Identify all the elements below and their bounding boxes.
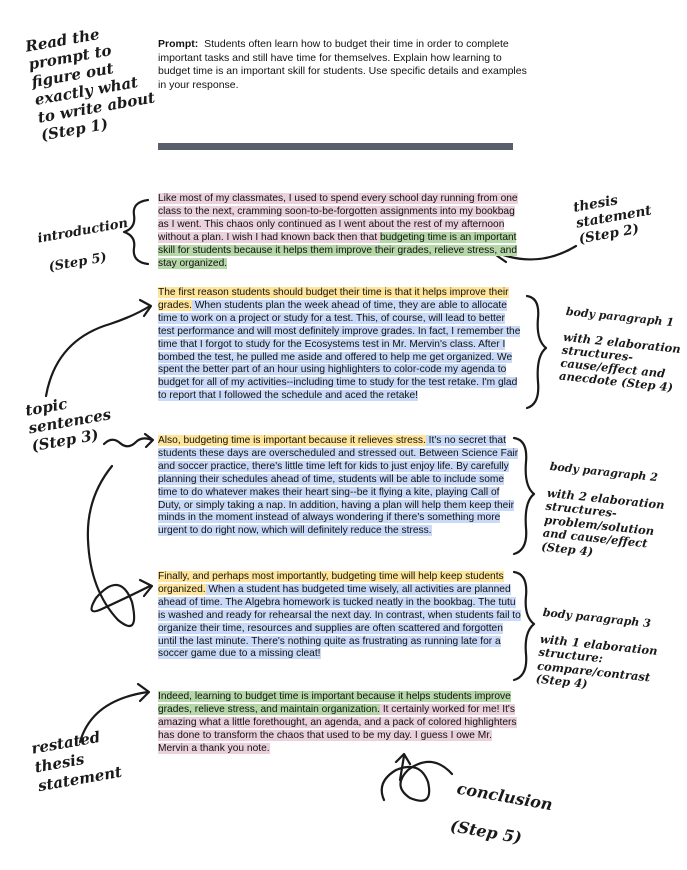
- topic-sentences-note: topic sentences (Step 3): [24, 394, 113, 456]
- body-paragraph-3: [158, 571, 524, 661]
- body2-details: It's no secret that students these days are overscheduled and stressed out. Between Science Fair and soccer practice, there's little time left for kids to just enjoy life. By carefully planning their schedules ahead of time, students will be able to include some time to do whatever makes their heart sing--be it flying a kite, playing Call of Duty, or simply taking a nap. In addition, having a plan will help them keep their minds in the moment instead of always wondering if there's something more urgent to do right now, which will definitely reduce the stress.: [158, 435, 519, 537]
- intro-hook: Like most of my classmates, I used to spend every school day running from one class to the next, cramming soon-to-be-forgotten assignments into my bookbag as I went. This chaos only continued as I went about the rest of my afternoon without a plan. I wish I had known back then that: [158, 193, 518, 243]
- conclusion-paragraph: [158, 691, 524, 756]
- divider-bar: [158, 143, 513, 150]
- introduction-step: (Step 5): [47, 249, 108, 275]
- intro-bracket: [124, 200, 148, 264]
- body2-desc: with 2 elaboration structures- problem/solution and cause/effect (Step 4): [540, 485, 666, 559]
- body2-title: body paragraph 2: [549, 459, 659, 484]
- conclusion-label: conclusion: [455, 778, 555, 815]
- body2-topic-sentence: Also, budgeting time is important because it relieves stress.: [158, 435, 426, 446]
- introduction-label: introduction: [36, 215, 130, 247]
- body-paragraph-2: [158, 435, 524, 538]
- body1-title: body paragraph 1: [565, 304, 675, 330]
- topic-squiggle-head: [145, 434, 153, 447]
- conclusion-restated-thesis: Indeed, learning to budget time is important because it helps students improve grades, relieve stress, and maintain organization.: [158, 691, 511, 715]
- intro-thesis: budgeting time is an important skill for students because it helps them improve their grades, relieve stress, and stay organized.: [158, 231, 517, 269]
- prompt-text: Students often learn how to budget their time in order to complete important tasks and still have time for themselves. Explain how learning to budget time is an important skill for students. Use specific details and examples in your response.: [158, 38, 527, 91]
- body1-desc: with 2 elaboration structures- cause/effect and anecdote (Step 4): [558, 329, 682, 395]
- body-paragraph-1: [158, 287, 524, 403]
- prompt-label: Prompt:: [158, 38, 199, 50]
- topic-loop-arrow: [88, 466, 150, 626]
- body1-bracket: [527, 296, 546, 408]
- body1-topic-sentence: The first reason students should budget their time is that it helps improve their grades.: [158, 287, 509, 311]
- conclusion-doodle: [382, 762, 452, 801]
- thesis-statement-note: thesis statement (Step 2): [572, 192, 653, 248]
- body1-details: When students plan the week ahead of time, they are able to allocate time to work on a project or study for a test. This, of course, will lead to better test performance and will most definitely improve grades. In fact, I remember the time that I forgot to study for the Ecosystems test in Mr. Mervin's class. After I bombed the test, he pulled me aside and offered to help me get organized. We spent the better part of an hour using highlighters to color-code my agenda to budget for all of my activities--including time to study for the test retake. I'm glad to report that I followed the schedule and aced the retake!: [158, 299, 521, 402]
- read-prompt-note: Read the prompt to figure out exactly what to write about (Step 1): [24, 25, 157, 145]
- topic-squiggle: [104, 438, 152, 446]
- prompt-block: [158, 38, 530, 92]
- restated-arrow: [80, 692, 148, 742]
- body3-title: body paragraph 3: [542, 605, 652, 630]
- body3-desc: with 1 elaboration structure: compare/contrast (Step 4): [535, 631, 659, 691]
- restated-thesis-note: restated thesis statement: [30, 727, 124, 796]
- conclusion-step: (Step 5): [448, 816, 524, 848]
- body3-details: When a student has budgeted time wisely, all activities are planned ahead of time. The Algebra homework is tucked neatly in the bookbag. The tutu is washed and ready for rehearsal the next day. In contrast, when students fail to organize their time, resources and supplies are often scattered and forgotten until the last minute. There's nothing quite as frustrating as running late for a soccer game due to a missing cleat!: [158, 583, 521, 660]
- body3-topic-sentence: Finally, and perhaps most importantly, budgeting time will help keep students organized.: [158, 571, 504, 595]
- topic-arrow-up: [46, 306, 150, 396]
- introduction-paragraph: [158, 193, 524, 270]
- conclusion-closing: It certainly worked for me! It's amazing what a little forethought, an agenda, and a pack of colored highlighters has done to transform the chaos that used to be my day. I guess I owe Mr. Mervin a thank you note.: [158, 703, 517, 754]
